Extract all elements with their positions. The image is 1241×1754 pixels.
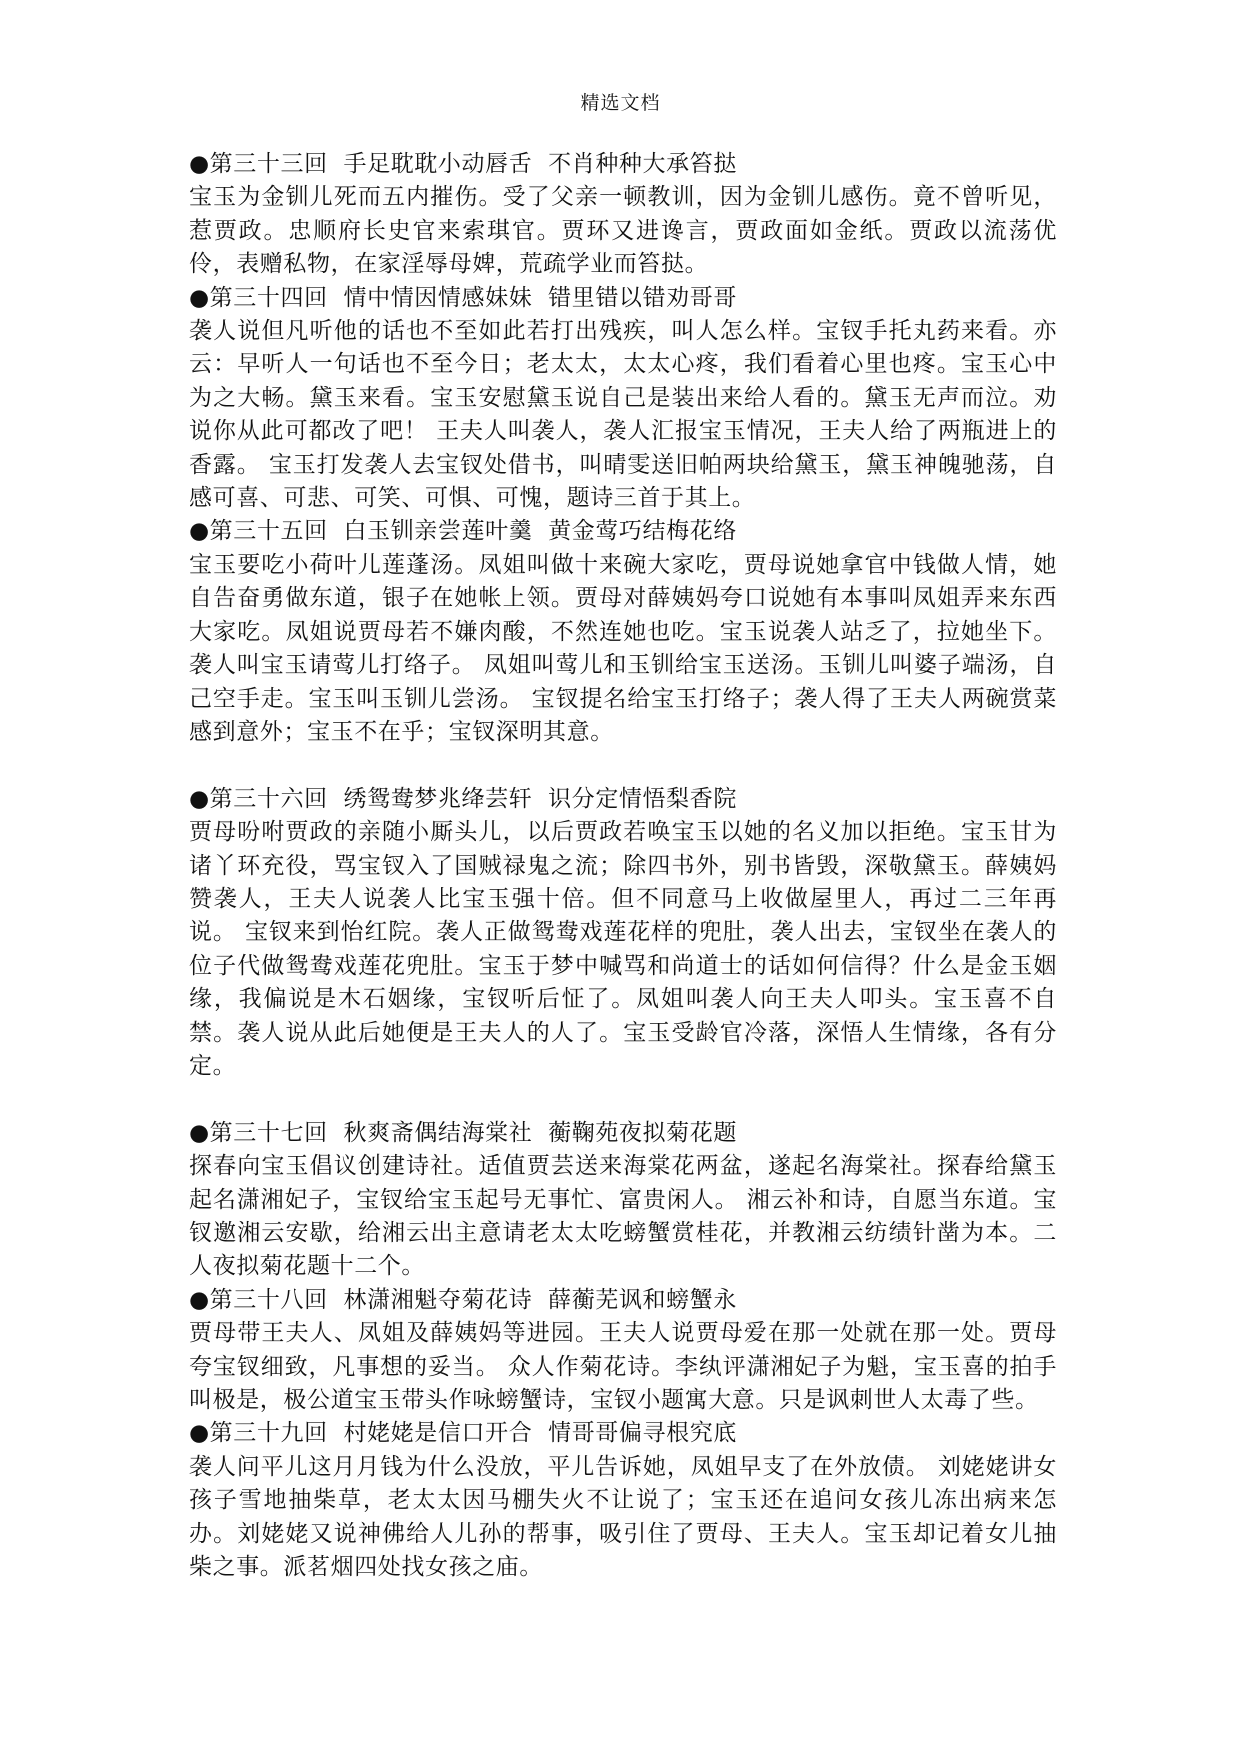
chapter-summary: 宝玉为金钏儿死而五内摧伤。受了父亲一顿教训，因为金钏儿感伤。竟不曾听见，惹贾政。忠顺府长史官来索琪官。贾环又进谗言，贾政面如金纸。贾政以流荡优伶，表赠私物，在家淫辱母婢，荒疏学业而笞挞。 xyxy=(189,184,1057,278)
page-header: 精选文档 xyxy=(580,92,661,114)
chapter-title: ●第三十五回 白玉钏亲尝莲叶羹 黄金莺巧结梅花络 xyxy=(189,518,737,545)
chapter-title: ●第三十六回 绣鸳鸯梦兆绛芸轩 识分定情悟梨香院 xyxy=(189,785,737,812)
chapter-summary: 袭人问平儿这月月钱为什么没放，平儿告诉她，凤姐早支了在外放债。 刘姥姥讲女孩子雪地抽柴草，老太太因马棚失火不让说了；宝玉还在追问女孩儿冻出病来怎办。刘姥姥又说神佛给人儿孙的帮事，吸引住了贾母、王夫人。宝玉却记着女儿抽柴之事。派茗烟四处找女孩之庙。 xyxy=(189,1453,1057,1581)
chapter-title: ●第三十四回 情中情因情感妹妹 错里错以错劝哥哥 xyxy=(189,284,737,311)
chapter-summary: 探春向宝玉倡议创建诗社。适值贾芸送来海棠花两盆，遂起名海棠社。探春给黛玉起名潇湘妃子，宝钗给宝玉起号无事忙、富贵闲人。 湘云补和诗，自愿当东道。宝钗邀湘云安歇，给湘云出主意请老太太吃螃蟹赏桂花，并教湘云纺绩针凿为本。二人夜拟菊花题十二个。 xyxy=(189,1153,1057,1280)
document-body xyxy=(189,148,1057,1584)
chapter-title: ●第三十八回 林潇湘魁夺菊花诗 薛蘅芜讽和螃蟹永 xyxy=(189,1286,737,1313)
chapter-summary: 贾母带王夫人、凤姐及薛姨妈等进园。王夫人说贾母爱在那一处就在那一处。贾母夸宝钗细致，凡事想的妥当。 众人作菊花诗。李纨评潇湘妃子为魁，宝玉喜的拍手叫极是，极公道宝玉带头作咏螃蟹诗，宝钗小题寓大意。只是讽刺世人太毒了些。 xyxy=(189,1320,1057,1413)
blank-line xyxy=(189,749,1057,782)
chapter-summary: 贾母吩咐贾政的亲随小厮头儿，以后贾政若唤宝玉以她的名义加以拒绝。宝玉甘为诸丫环充役，骂宝钗入了国贼禄鬼之流；除四书外，别书皆毁，深敬黛玉。薛姨妈赞袭人，王夫人说袭人比宝玉强十倍。但不同意马上收做屋里人，再过二三年再说。 宝钗来到怡红院。袭人正做鸳鸯戏莲花样的兜肚，袭人出去，宝钗坐在袭人的位子代做鸳鸯戏莲花兜肚。宝玉于梦中喊骂和尚道士的话如何信得？什么是金玉姻缘，我偏说是木石姻缘，宝钗听后怔了。凤姐叫袭人向王夫人叩头。宝玉喜不自禁。袭人说从此后她便是王夫人的人了。宝玉受龄官冷落，深悟人生情缘，各有分定。 xyxy=(189,819,1057,1079)
chapter-title: ●第三十九回 村姥姥是信口开合 情哥哥偏寻根究底 xyxy=(189,1420,737,1447)
blank-line xyxy=(189,1083,1057,1116)
chapter-title: ●第三十七回 秋爽斋偶结海棠社 蘅鞠苑夜拟菊花题 xyxy=(189,1119,737,1146)
chapter-summary: 宝玉要吃小荷叶儿莲蓬汤。凤姐叫做十来碗大家吃，贾母说她拿官中钱做人情，她自告奋勇做东道，银子在她帐上领。贾母对薛姨妈夸口说她有本事叫凤姐弄来东西大家吃。凤姐说贾母若不嫌肉酸，不然连她也吃。宝玉说袭人站乏了，拉她坐下。袭人叫宝玉请莺儿打络子。 凤姐叫莺儿和玉钏给宝玉送汤。玉钏儿叫婆子端汤，自己空手走。宝玉叫玉钏儿尝汤。 宝钗提名给宝玉打络子；袭人得了王夫人两碗赏菜感到意外；宝玉不在乎；宝钗深明其意。 xyxy=(189,551,1057,745)
chapter-title: ●第三十三回 手足耽耽小动唇舌 不肖种种大承笞挞 xyxy=(189,151,737,177)
chapter-summary: 袭人说但凡听他的话也不至如此若打出残疾，叫人怎么样。宝钗手托丸药来看。亦云：早听人一句话也不至今日；老太太，太太心疼，我们看着心里也疼。宝玉心中为之大畅。黛玉来看。宝玉安慰黛玉说自己是装出来给人看的。黛玉无声而泣。劝说你从此可都改了吧！ 王夫人叫袭人，袭人汇报宝玉情况，王夫人给了两瓶进上的香露。 宝玉打发袭人去宝钗处借书，叫晴雯送旧帕两块给黛玉，黛玉神魄驰荡，自感可喜、可悲、可笑、可惧、可愧，题诗三首于其上。 xyxy=(189,318,1057,512)
